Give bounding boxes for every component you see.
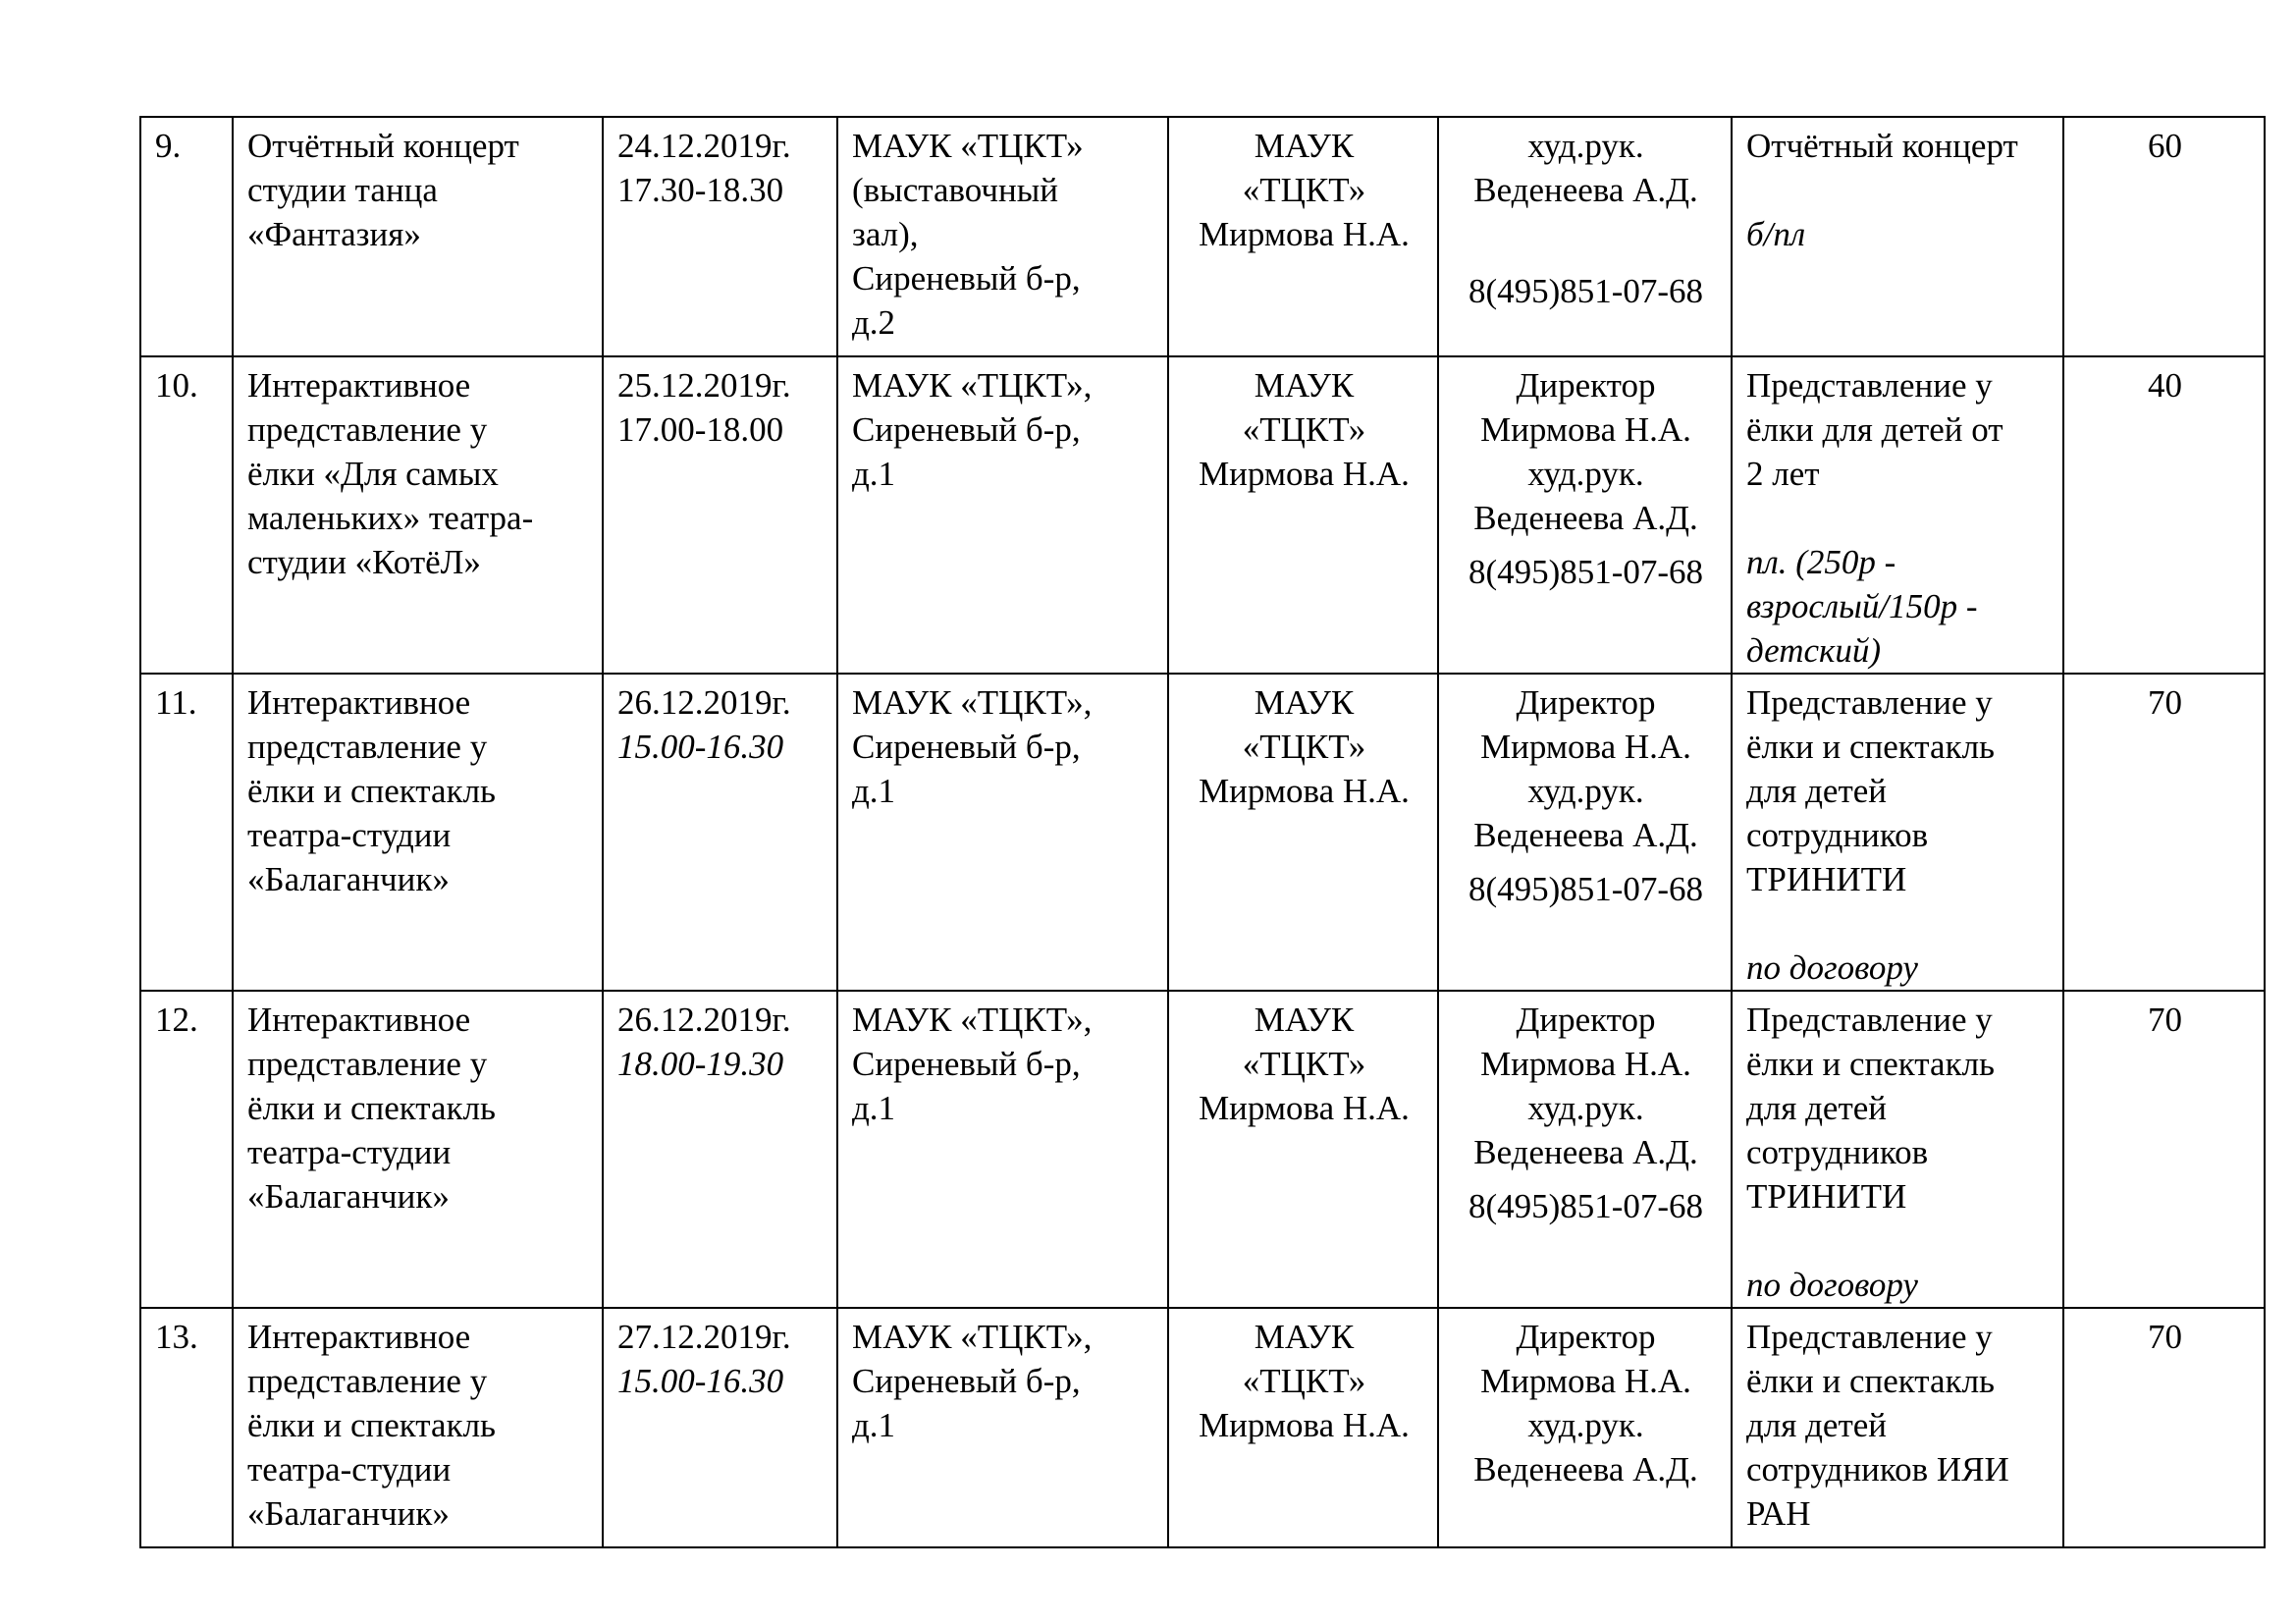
event-organizer: МАУК «ТЦКТ» Мирмова Н.А.: [1168, 674, 1438, 991]
table-row: [140, 991, 2265, 1308]
events-table: [139, 116, 2266, 1548]
event-organizer: МАУК «ТЦКТ» Мирмова Н.А.: [1168, 1308, 1438, 1547]
row-number: 9.: [140, 117, 233, 356]
event-time: 15.00-16.30: [617, 728, 784, 766]
event-organizer: МАУК «ТЦКТ» Мирмова Н.А.: [1168, 356, 1438, 674]
event-time: 17.00-18.00: [617, 410, 784, 449]
event-date-time: [603, 356, 837, 674]
event-name: Отчётный концерт студии танца «Фантазия»: [233, 117, 603, 356]
event-date-time: [603, 1308, 837, 1547]
event-description: Представление у ёлки и спектакль для детей сотрудников ТРИНИТИ по договору: [1732, 674, 2063, 991]
event-responsible: Директор Мирмова Н.А. худ.рук. Веденеева А.Д.: [1438, 1308, 1732, 1547]
event-description: Отчётный концерт б/пл: [1732, 117, 2063, 356]
attendance-count: 70: [2063, 674, 2265, 991]
event-description: Представление у ёлки для детей от 2 лет пл. (250р - взрослый/150р - детский): [1732, 356, 2063, 674]
event-date: 24.12.2019г.: [617, 127, 791, 165]
event-date: 26.12.2019г.: [617, 1001, 791, 1039]
event-date: 25.12.2019г.: [617, 366, 791, 405]
event-name: Интерактивное представление у ёлки и спектакль театра-студии «Балаганчик»: [233, 674, 603, 991]
row-number: 10.: [140, 356, 233, 674]
payment-terms: пл. (250р -: [1746, 543, 1896, 581]
event-name: Интерактивное представление у ёлки и спектакль театра-студии «Балаганчик»: [233, 991, 603, 1308]
attendance-count: 40: [2063, 356, 2265, 674]
event-time: 18.00-19.30: [617, 1045, 784, 1083]
event-organizer: МАУК «ТЦКТ» Мирмова Н.А.: [1168, 991, 1438, 1308]
table-row: [140, 356, 2265, 674]
event-date-time: [603, 674, 837, 991]
table-row: [140, 117, 2265, 356]
event-name: Интерактивное представление у ёлки «Для самых маленьких» театра- студии «КотёЛ»: [233, 356, 603, 674]
attendance-count: 70: [2063, 1308, 2265, 1547]
attendance-count: 60: [2063, 117, 2265, 356]
event-description: Представление у ёлки и спектакль для детей сотрудников ТРИНИТИ по договору: [1732, 991, 2063, 1308]
event-place: МАУК «ТЦКТ», Сиреневый б-р, д.1: [837, 1308, 1168, 1547]
event-date: 27.12.2019г.: [617, 1318, 791, 1356]
payment-terms: б/пл: [1746, 215, 1806, 253]
table-row: [140, 674, 2265, 991]
event-place: МАУК «ТЦКТ», Сиреневый б-р, д.1: [837, 674, 1168, 991]
row-number: 13.: [140, 1308, 233, 1547]
event-time: 15.00-16.30: [617, 1362, 784, 1400]
event-responsible: Директор Мирмова Н.А. худ.рук. Веденеева А.Д. 8(495)851-07-68: [1438, 991, 1732, 1308]
event-date: 26.12.2019г.: [617, 683, 791, 722]
event-time: 17.30-18.30: [617, 171, 784, 209]
phone-number: 8(495)851-07-68: [1468, 272, 1704, 310]
row-number: 12.: [140, 991, 233, 1308]
event-responsible: Директор Мирмова Н.А. худ.рук. Веденеева А.Д. 8(495)851-07-68: [1438, 674, 1732, 991]
event-organizer: МАУК «ТЦКТ» Мирмова Н.А.: [1168, 117, 1438, 356]
row-number: 11.: [140, 674, 233, 991]
event-date-time: [603, 117, 837, 356]
event-responsible: Директор Мирмова Н.А. худ.рук. Веденеева А.Д. 8(495)851-07-68: [1438, 356, 1732, 674]
event-place: МАУК «ТЦКТ» (выставочный зал), Сиреневый б-р, д.2: [837, 117, 1168, 356]
phone-number: 8(495)851-07-68: [1468, 553, 1704, 591]
event-description: Представление у ёлки и спектакль для детей сотрудников ИЯИ РАН: [1732, 1308, 2063, 1547]
attendance-count: 70: [2063, 991, 2265, 1308]
event-name: Интерактивное представление у ёлки и спектакль театра-студии «Балаганчик»: [233, 1308, 603, 1547]
payment-terms: по договору: [1746, 1266, 1918, 1304]
event-place: МАУК «ТЦКТ», Сиреневый б-р, д.1: [837, 356, 1168, 674]
phone-number: 8(495)851-07-68: [1468, 870, 1704, 908]
phone-number: 8(495)851-07-68: [1468, 1187, 1704, 1225]
table-row: [140, 1308, 2265, 1547]
event-responsible: худ.рук. Веденеева А.Д. 8(495)851-07-68: [1438, 117, 1732, 356]
event-place: МАУК «ТЦКТ», Сиреневый б-р, д.1: [837, 991, 1168, 1308]
event-date-time: [603, 991, 837, 1308]
payment-terms: по договору: [1746, 948, 1918, 987]
